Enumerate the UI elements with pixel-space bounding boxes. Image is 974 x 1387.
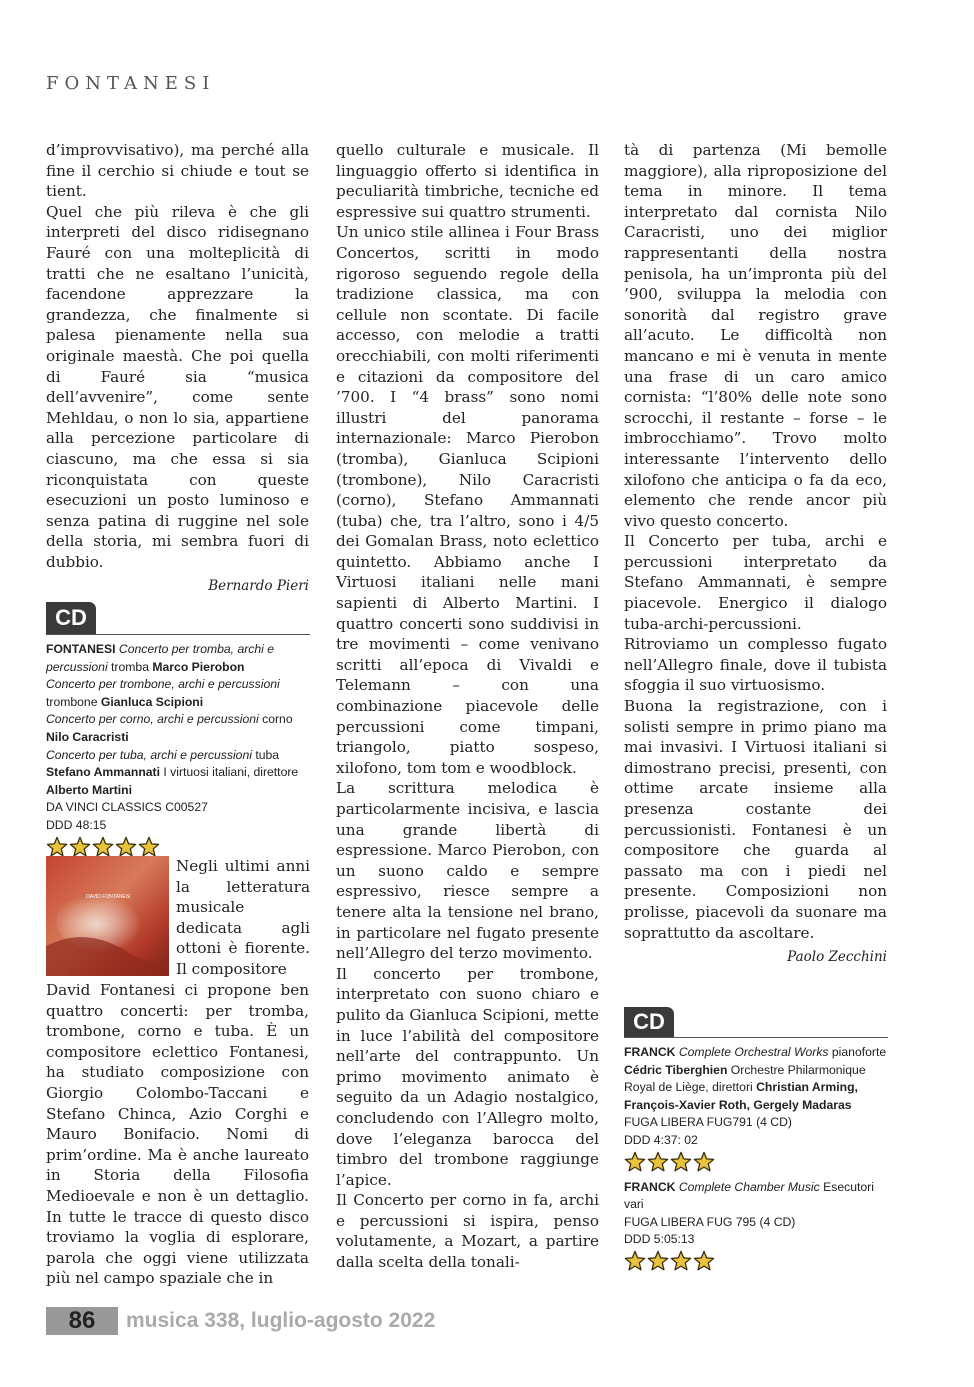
cd-review-box-franck	[624, 1007, 888, 1272]
author-signature: Bernardo Pieri	[208, 578, 309, 595]
column-3	[624, 140, 887, 968]
work-title: Complete Chamber Music	[678, 1179, 820, 1194]
paragraph: Il concerto per trombone, interpretato con suono chiaro e pulito da Gianluca Scipioni, mette in luce l’abilità del compositore nell’arte del contrappunto. Un primo movimento animato è seguito da un Adagio nostalgico, concludendo con l’Allegro molto, dove l’eleganza barocca del timbro del trombone raggiunge l’apice.	[336, 964, 599, 1189]
performer: Gianluca Scipioni	[100, 694, 204, 709]
column-1	[46, 140, 309, 597]
performer: Marco Pierobon	[152, 659, 245, 674]
composer: FRANCK	[624, 1179, 676, 1194]
paragraph: Il Concerto per corno in fa, archi e percussioni si ispira, penso volutamente, a Mozart, a partire dalla scelta della tonali-	[336, 1191, 599, 1272]
column-2	[336, 140, 599, 1273]
paragraph: Quel che più rileva è che gli interpreti del disco ridisegnano Fauré con una molteplicità di tratti che ne esaltano l’unicità, facendone apprezzare la grandezza, che finalmente si palesa pienamente nella sua originale maestà. Che poi quella di Fauré sia “musica dell’avvenire”, come sente Mehldau, o non lo sia, appartiene alla percezione particolare di ciascuno, ma che essa si sia riconquistata con queste esecuzioni un posto luminoso e senza patina di ruggine nel sole della storia, mi sembra fuori di dubbio.	[46, 202, 309, 571]
star-rating	[46, 836, 310, 858]
album-cover	[46, 856, 169, 976]
paragraph: Un unico stile allinea i Four Brass Concertos, scritti in modo rigoroso seguendo regole della tradizione classica, ma con cellule non scontate. Di facile accesso, con melodie a tratti orecchiabili, con molti riferimenti e citazioni da compositore del ’700. I “4 brass” sono nomi illustri del panorama internazionale: Marco Pierobon (tromba), Gianluca Scipioni (trombone), Nilo Caracristi (corno), Stefano Ammannati (tuba) che, tra l’altro, sono i 4/5 dei Gomalan Brass, noto eclettico quintetto. Abbiamo anche I Virtuosi italiani nelle mani sapienti di Alberto Martini. I quattro concerti sono suddivisi in tre movimenti – come venivano scritti all’epoca di Vivaldi e Telemann – con una combinazione piacevole delle percussioni come timpani, triangolo, piatto sospeso, xilofono, tom tom e woodblock.	[336, 223, 599, 777]
star-icon	[92, 836, 114, 858]
paragraph: quello culturale e musicale. Il linguaggio offerto si identifica in peculiarità timbriche, tecniche ed espressive sui quattro strumenti.	[336, 141, 599, 221]
instrument: tromba	[107, 659, 153, 674]
duration: DDD 4:37: 02	[624, 1132, 698, 1147]
paragraph: d’improvvisativo), ma perché alla fine il cerchio si chiude e tout se tient.	[46, 141, 309, 201]
instrument: tuba	[251, 747, 280, 762]
star-rating	[624, 1151, 888, 1173]
conductor: Alberto Martini	[46, 782, 132, 797]
star-icon	[69, 836, 91, 858]
star-icon	[115, 836, 137, 858]
ensemble: I virtuosi italiani, direttore	[160, 765, 299, 780]
page-number: 86	[46, 1307, 118, 1335]
cd-review-box-fontanesi	[46, 602, 310, 858]
cd-credits	[624, 1179, 888, 1249]
instrument: corno	[258, 712, 293, 727]
paragraph: David Fontanesi ci propone ben quattro concerti: per tromba, trombone, corno e tuba. È un compositore eclettico Fontanesi, ha studiato composizione con Giorgio Colombo-Taccani e Stefano Chinca, Azio Corghi e Mauro Bonifacio. Nomi di prim’ordine. Ma è anche laureato in Storia della Filosofia Medioevale e non è un dettaglio. In tutte le tracce di questo disco troviamo la voglia di esplorare, parola che oggi viene utilizzata più nel campo spaziale che in	[46, 981, 309, 1288]
cover-text: DAVID FONTANESI	[86, 894, 131, 900]
record-label: DA VINCI CLASSICS C00527	[46, 800, 208, 815]
duration: DDD 5:05:13	[624, 1232, 695, 1247]
conductor: Christian Arming, François-Xavier Roth, Gergely Madaras	[624, 1080, 858, 1112]
performer: Esecutori vari	[624, 1179, 874, 1212]
duration: DDD 48:15	[46, 817, 107, 832]
work-title: Concerto per tromba, archi e percussioni	[46, 642, 275, 674]
paragraph: tà di partenza (Mi bemolle maggiore), alla riproposizione del tema in minore. Il tema interpretato dal cornista Nilo Caracristi, uno dei miglior rappresentanti della nostra penisola, ha un’impronta più del ’900, sviluppa la melodia con sonorità dal registro grave all’acuto. Le difficoltà non mancano e mi è venuta in mente una frase di un caro amico cornista: “l’80% delle note sono scrocchi, il restante – forse – le imbrocchiamo”. Trovo molto interessante l’intervento dello xilofono che anticipa o fa da eco, elemento che rende ancor più vivo questo concerto.	[624, 141, 887, 530]
cd-header	[624, 1007, 888, 1038]
composer: FONTANESI	[46, 642, 116, 656]
star-icon	[670, 1151, 692, 1173]
star-icon	[647, 1151, 669, 1173]
author-signature: Paolo Zecchini	[787, 949, 887, 966]
paragraph: Buona la registrazione, con i solisti sempre in primo piano ma mai invasivi. I Virtuosi italiani si dimostrano precisi, presenti, con ottime arcate insieme alla presenza costante dei percussionisti. Fontanesi è un compositore che guarda al passato ma con i piedi nel presente. Composizioni non prolisse, piacevoli da suonare ma soprattutto da ascoltare.	[624, 697, 887, 942]
performer: Stefano Ammannati	[46, 765, 160, 780]
star-icon	[693, 1250, 715, 1272]
star-icon	[670, 1250, 692, 1272]
work-title: Complete Orchestral Works	[678, 1045, 829, 1059]
work-title: Concerto per tuba, archi e percussioni	[46, 747, 252, 762]
record-label: FUGA LIBERA FUG791 (4 CD)	[624, 1115, 792, 1130]
star-rating	[624, 1250, 888, 1272]
page-footer	[46, 1307, 435, 1335]
issue-info: musica 338, luglio-agosto 2022	[126, 1309, 436, 1332]
running-head: FONTANESI	[46, 73, 216, 94]
cd-credits	[46, 641, 310, 835]
cd-credits	[624, 1044, 888, 1150]
performer: Nilo Caracristi	[46, 729, 129, 744]
work-title: Concerto per corno, archi e percussioni	[46, 712, 259, 727]
instrument: pianoforte	[828, 1045, 887, 1059]
cd-header	[46, 602, 310, 635]
star-icon	[138, 836, 160, 858]
performer: Cédric Tiberghien	[624, 1062, 728, 1077]
ensemble: Orchestre Philarmonique Royal de Liège, direttori	[624, 1062, 866, 1095]
record-label: FUGA LIBERA FUG 795 (4 CD)	[624, 1214, 796, 1229]
work-title: Concerto per trombone, archi e percussioni	[46, 677, 280, 692]
star-icon	[624, 1250, 646, 1272]
cd-logo: CD	[624, 1007, 674, 1037]
star-icon	[46, 836, 68, 858]
composer: FRANCK	[624, 1045, 676, 1059]
paragraph: Il Concerto per tuba, archi e percussioni interpretato da Stefano Ammannati, è sempre piacevole. Energico il dialogo tuba-archi-percussioni. Ritroviamo un complesso fugato nell’Allegro finale, dove il tubista sfoggia il suo virtuosismo.	[624, 532, 887, 695]
star-icon	[624, 1151, 646, 1173]
paragraph: La scrittura melodica è particolarmente incisiva, e lascia una grande libertà di espressione. Marco Pierobon, con un suono caldo e sempre espressivo, riesce sempre a tenere alta la tensione nel brano, in particolare nel fugato presente nell’Allegro del terzo movimento.	[336, 779, 599, 963]
wrapped-paragraph: Negli ultimi anni la letteratura musicale dedicata agli ottoni è fiorente. Il compositore	[176, 857, 310, 978]
cd-logo: CD	[46, 602, 96, 634]
star-icon	[693, 1151, 715, 1173]
instrument: trombone	[46, 694, 101, 709]
star-icon	[647, 1250, 669, 1272]
